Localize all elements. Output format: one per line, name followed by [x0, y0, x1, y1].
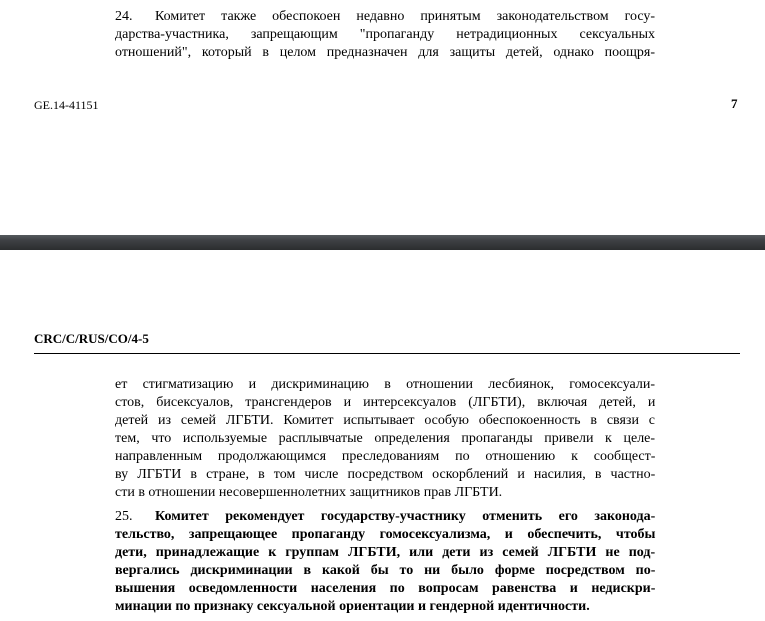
paragraph-number: 25. — [115, 509, 133, 524]
paragraph-line: вергались дискриминации в какой бы то ни было форме посредством по- — [115, 563, 656, 578]
header-rule — [34, 353, 740, 354]
paragraph-line: тельство, запрещающее пропаганду гомосексуализма, и обеспечить, чтобы — [115, 527, 656, 542]
paragraph-line: детей из семей ЛГБТИ. Комитет испытывает особую обеспокоенность в связи с — [115, 413, 655, 428]
paragraph-25 — [115, 508, 655, 616]
paragraph-line: дарства-участника, запрещающим "пропаганду нетрадиционных сексуальных — [115, 27, 655, 42]
paragraph-line: Комитет также обеспокоен недавно принятым законодательством госу- — [155, 9, 656, 24]
paragraph-line: дети, принадлежащие к группам ЛГБТИ, или дети из семей ЛГБТИ не под- — [115, 545, 656, 560]
top-page — [0, 0, 765, 235]
page-separator — [0, 235, 765, 250]
paragraph-line: минации по признаку сексуальной ориентации и гендерной идентичности. — [115, 599, 590, 614]
paragraph-line: стов, бисексуалов, трансгендеров и интерсексуалов (ЛГБТИ), включая детей, и — [115, 395, 656, 410]
paragraph-line: тем, что используемые расплывчатые определения пропаганды привели к целе- — [115, 431, 656, 446]
paragraph-line: ет стигматизацию и дискриминацию в отношении лесбиянок, гомосексуали- — [115, 377, 655, 392]
paragraph-line: сти в отношении несовершеннолетних защитников прав ЛГБТИ. — [115, 485, 503, 500]
document-symbol: CRC/C/RUS/CO/4-5 — [34, 331, 149, 346]
paragraph-24 — [115, 8, 655, 62]
paragraph-24-continuation — [115, 376, 655, 502]
paragraph-line: ву ЛГБТИ в стране, в том числе посредством оскорблений и насилия, в частно- — [115, 467, 656, 482]
footer-doc-code: GE.14-41151 — [34, 98, 99, 112]
paragraph-line: Комитет рекомендует государству-участнику отменить его законода- — [155, 509, 656, 524]
paragraph-line: отношений", который в целом предназначен для защиты детей, однако поощря- — [115, 45, 655, 60]
paragraph-line: вышения осведомленности населения по вопросам равенства и недискри- — [115, 581, 656, 596]
paragraph-line: направленным продолжающимся преследованиям по отношению к сообщест- — [115, 449, 656, 464]
page-number: 7 — [731, 96, 738, 111]
paragraph-number: 24. — [115, 9, 133, 24]
